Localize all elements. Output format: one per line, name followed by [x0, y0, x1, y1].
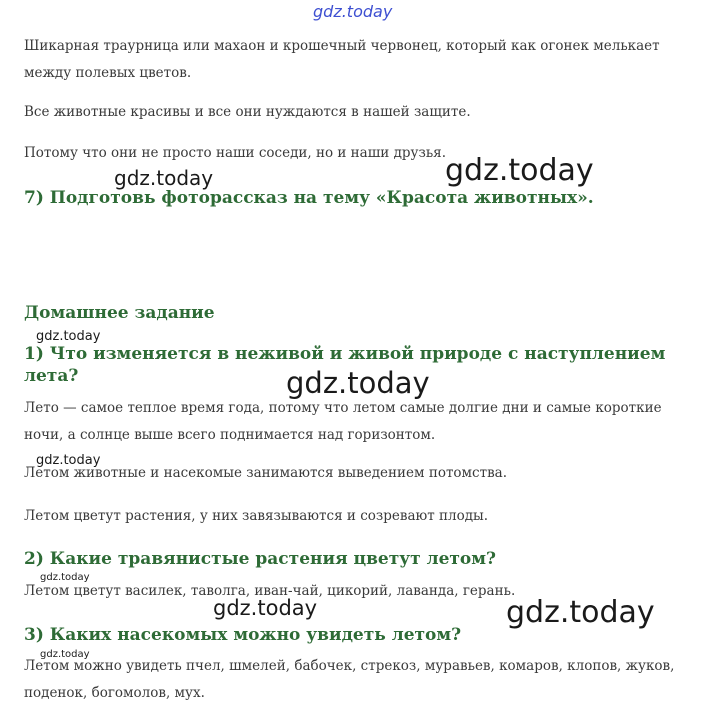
- question-2-heading: 2) Какие травянистые растения цветут летом?: [24, 549, 496, 569]
- question-1-answer-3: Летом цветут растения, у них завязываются и созревают плоды.: [24, 508, 489, 524]
- homework-title: Домашнее задание: [24, 303, 215, 323]
- question-3-answer: Летом можно увидеть пчел, шмелей, бабочек, стрекоз, муравьев, комаров, клопов, жуков, поденок, богомолов, мух.: [24, 658, 675, 701]
- task-7-heading: 7) Подготовь фоторассказ на тему «Красота животных».: [24, 188, 594, 208]
- watermark-logo-top: gdz.today: [313, 2, 393, 21]
- paragraph-animals-friends: Потому что они не просто наши соседи, но и наши друзья.: [24, 145, 446, 161]
- watermark-logo: gdz.today: [40, 649, 90, 660]
- question-2-answer: Летом цветут василек, таволга, иван-чай, цикорий, лаванда, герань.: [24, 583, 516, 599]
- watermark-logo: gdz.today: [40, 572, 90, 583]
- watermark-logo: gdz.today: [445, 153, 594, 188]
- watermark-logo: gdz.today: [114, 166, 214, 190]
- watermark-logo: gdz.today: [506, 595, 655, 630]
- watermark-logo: gdz.today: [36, 453, 101, 468]
- question-1-answer-1: Лето — самое теплое время года, потому что летом самые долгие дни и самые короткие ночи, а солнце выше всего поднимается над горизонтом.: [24, 400, 662, 443]
- question-3-heading: 3) Каких насекомых можно увидеть летом?: [24, 625, 462, 645]
- watermark-logo: gdz.today: [286, 366, 430, 400]
- watermark-logo: gdz.today: [36, 329, 101, 344]
- watermark-logo: gdz.today: [213, 596, 318, 620]
- question-1-heading: 1) Что изменяется в неживой и живой природе с наступлением лета?: [24, 344, 666, 386]
- question-1-answer-2: Летом животные и насекомые занимаются выведением потомства.: [24, 465, 508, 481]
- paragraph-butterflies: Шикарная траурница или махаон и крошечный червонец, который как огонек мелькает между полевых цветов.: [24, 38, 660, 81]
- paragraph-animals-protection: Все животные красивы и все они нуждаются в нашей защите.: [24, 104, 471, 120]
